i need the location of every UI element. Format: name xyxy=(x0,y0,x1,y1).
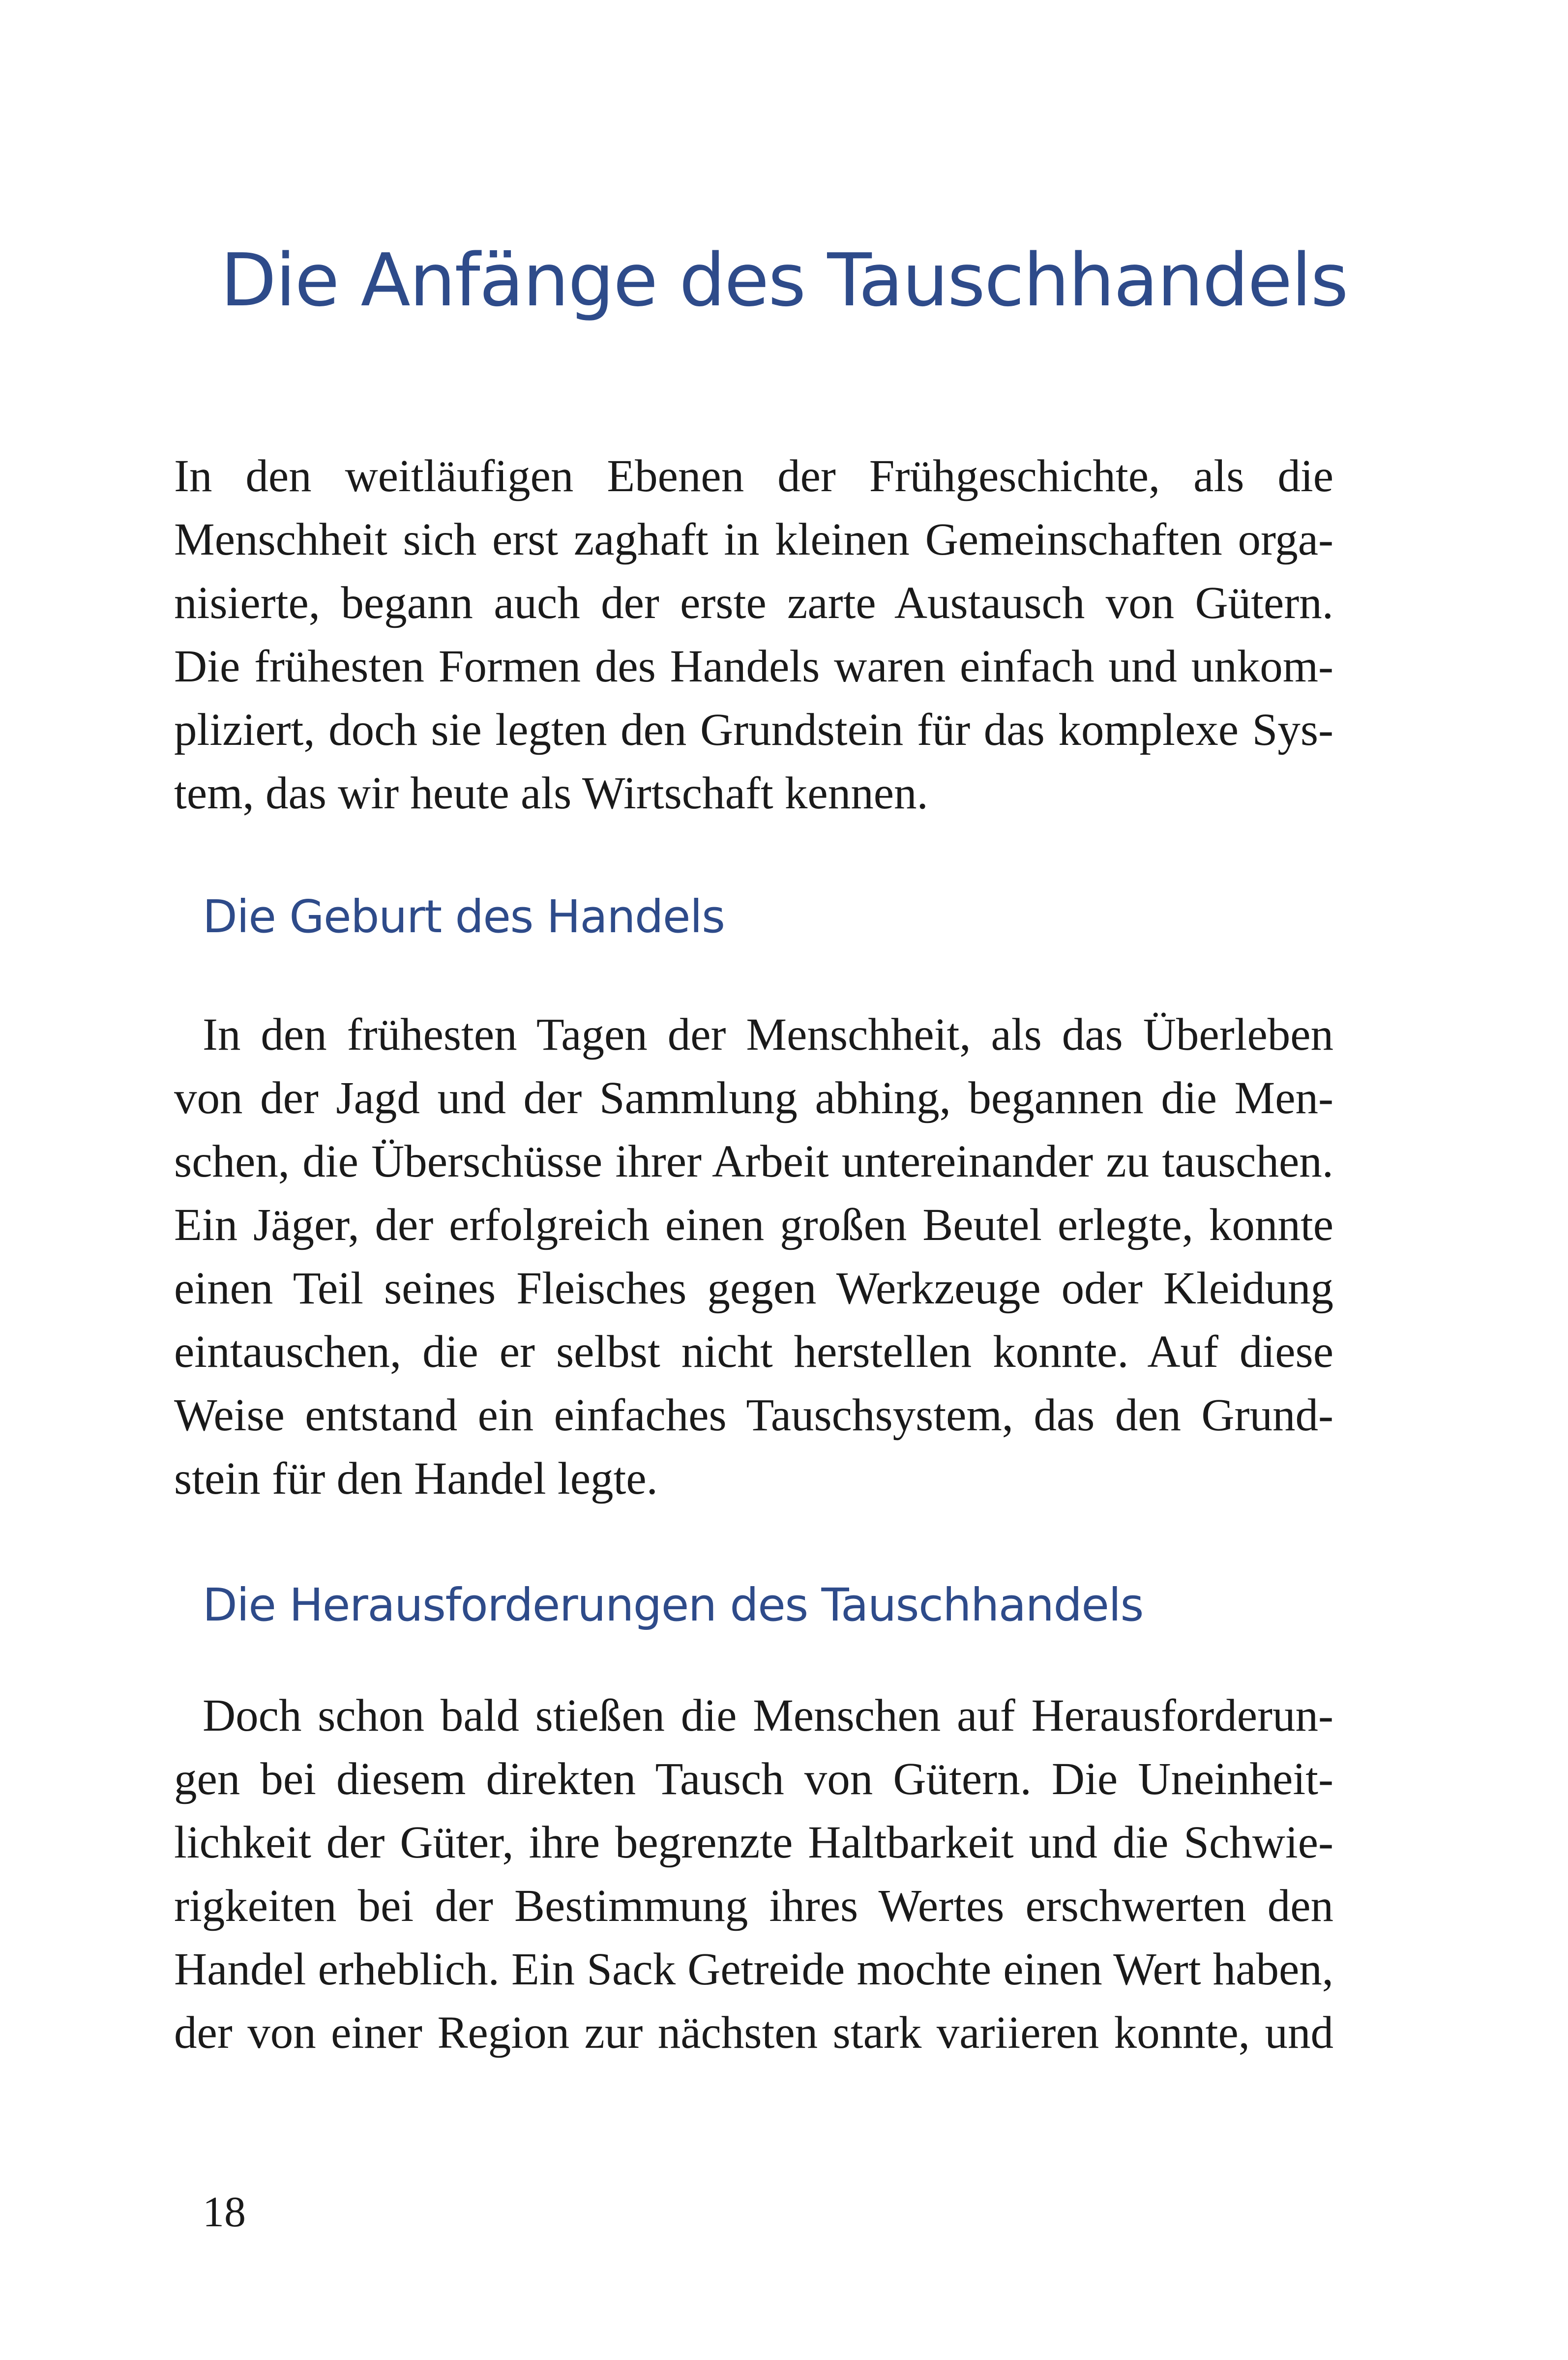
intro-paragraph xyxy=(174,444,1333,825)
intro-line: tem, das wir heute als Wirtschaft kennen. xyxy=(174,768,928,819)
section1-line: eintauschen, die er selbst nicht herstellen konnte. Auf diese xyxy=(174,1327,1333,1377)
section2-line: rigkeiten bei der Bestimmung ihres Wertes erschwerten den xyxy=(174,1881,1333,1931)
section1-line: Weise entstand ein einfaches Tauschsystem, das den Grund- xyxy=(174,1390,1333,1441)
section1-line: stein für den Handel legte. xyxy=(174,1453,658,1504)
section1-line: In den frühesten Tagen der Menschheit, als das Überleben xyxy=(203,1009,1333,1060)
section2-line: lichkeit der Güter, ihre begrenzte Haltbarkeit und die Schwie- xyxy=(174,1817,1333,1868)
section-heading-herausforderungen: Die Herausforderungen des Tauschhandels xyxy=(203,1579,1143,1631)
section2-line: Doch schon bald stießen die Menschen auf Herausforderun- xyxy=(203,1690,1333,1741)
intro-line: In den weitläufigen Ebenen der Frühgeschichte, als die xyxy=(174,451,1333,502)
section2-paragraph xyxy=(174,1684,1333,2065)
section1-paragraph xyxy=(174,1003,1333,1510)
section2-line: gen bei diesem direkten Tausch von Gütern. Die Uneinheit- xyxy=(174,1754,1333,1804)
intro-line: pliziert, doch sie legten den Grundstein für das komplexe Sys- xyxy=(174,705,1333,755)
chapter-title: Die Anfänge des Tauschhandels xyxy=(220,238,1348,323)
section1-line: von der Jagd und der Sammlung abhing, begannen die Men- xyxy=(174,1073,1333,1123)
intro-line: Menschheit sich erst zaghaft in kleinen Gemeinschaften orga- xyxy=(174,514,1333,565)
page-number: 18 xyxy=(203,2188,246,2236)
section1-line: Ein Jäger, der erfolgreich einen großen Beutel erlegte, konnte xyxy=(174,1200,1333,1250)
section1-line: einen Teil seines Fleisches gegen Werkzeuge oder Kleidung xyxy=(174,1263,1333,1314)
section2-line: der von einer Region zur nächsten stark variieren konnte, und xyxy=(174,2007,1333,2058)
intro-line: nisierte, begann auch der erste zarte Austausch von Gütern. xyxy=(174,578,1333,628)
intro-line: Die frühesten Formen des Handels waren einfach und unkom- xyxy=(174,641,1333,692)
section-heading-geburt: Die Geburt des Handels xyxy=(203,890,725,943)
section2-line: Handel erheblich. Ein Sack Getreide mochte einen Wert haben, xyxy=(174,1944,1333,1995)
section1-line: schen, die Überschüsse ihrer Arbeit untereinander zu tauschen. xyxy=(174,1136,1333,1187)
